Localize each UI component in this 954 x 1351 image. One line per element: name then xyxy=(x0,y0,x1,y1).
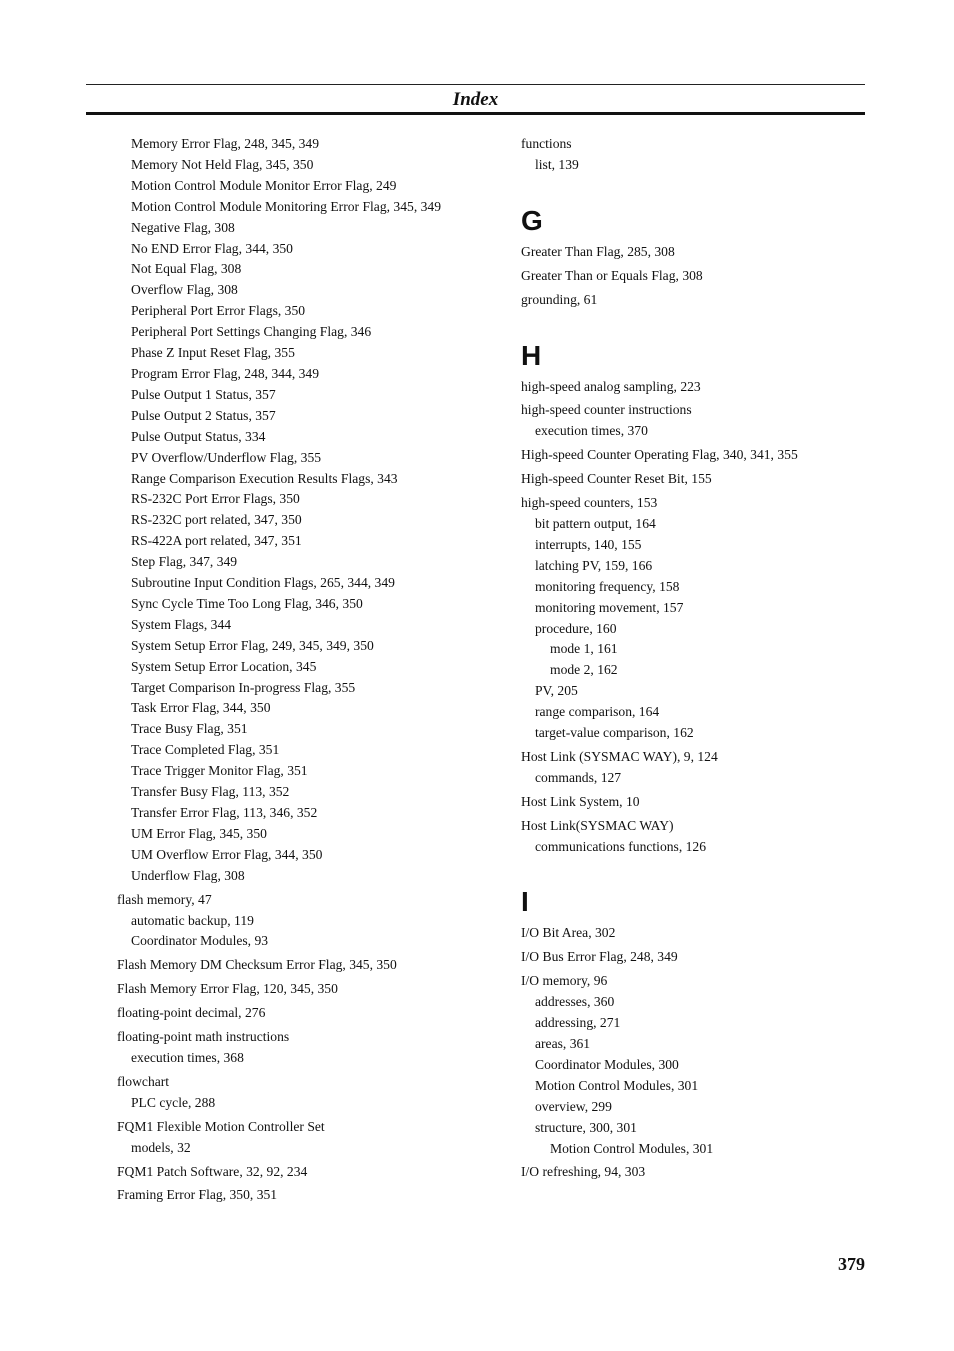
index-subentry: Not Equal Flag, 308 xyxy=(131,261,242,277)
index-subentry: Range Comparison Execution Results Flags, 343 xyxy=(131,470,398,486)
index-subentry: Coordinator Modules, 300 xyxy=(535,1056,679,1072)
index-subentry: Motion Control Modules, 301 xyxy=(550,1140,714,1156)
index-entry: high-speed analog sampling, 223 xyxy=(521,378,701,394)
index-entry: Host Link(SYSMAC WAY) xyxy=(521,817,674,833)
index-subentry: Subroutine Input Condition Flags, 265, 344, 349 xyxy=(131,575,395,591)
index-entry: Framing Error Flag, 350, 351 xyxy=(117,1187,278,1203)
index-subentry: automatic backup, 119 xyxy=(131,912,254,928)
index-subentry: Trace Trigger Monitor Flag, 351 xyxy=(131,763,308,779)
index-subentry: mode 2, 162 xyxy=(550,662,618,678)
page-header-title: Index xyxy=(452,89,499,110)
index-section-letter: G xyxy=(521,204,543,236)
index-subentry: Coordinator Modules, 93 xyxy=(131,933,269,949)
index-entry: Greater Than Flag, 285, 308 xyxy=(521,243,675,259)
index-entry: FQM1 Flexible Motion Controller Set xyxy=(117,1118,325,1134)
index-subentry: Overflow Flag, 308 xyxy=(131,282,238,298)
index-subentry: target-value comparison, 162 xyxy=(535,725,694,741)
index-subentry: addressing, 271 xyxy=(535,1015,621,1031)
index-subentry: Trace Busy Flag, 351 xyxy=(131,721,248,737)
index-entry: flowchart xyxy=(117,1073,170,1089)
index-subentry: Negative Flag, 308 xyxy=(131,219,235,235)
index-entry: Host Link System, 10 xyxy=(521,793,640,809)
index-subentry: UM Overflow Error Flag, 344, 350 xyxy=(131,846,323,862)
index-entry: High-speed Counter Operating Flag, 340, 341, 355 xyxy=(521,447,798,463)
index-section-letter: H xyxy=(521,339,542,371)
index-subentry: Transfer Busy Flag, 113, 352 xyxy=(131,784,290,800)
index-subentry: Pulse Output 1 Status, 357 xyxy=(131,386,276,402)
index-subentry: Peripheral Port Error Flags, 350 xyxy=(131,303,306,319)
index-subentry: PV Overflow/Underflow Flag, 355 xyxy=(131,449,322,465)
index-entry: Flash Memory Error Flag, 120, 345, 350 xyxy=(117,981,338,997)
index-subentry: Task Error Flag, 344, 350 xyxy=(131,700,271,716)
header-rule-bottom xyxy=(86,112,865,115)
index-subentry: PLC cycle, 288 xyxy=(131,1094,216,1110)
page-number: 379 xyxy=(838,1254,865,1274)
index-subentry: Program Error Flag, 248, 344, 349 xyxy=(131,365,320,381)
index-subentry: Transfer Error Flag, 113, 346, 352 xyxy=(131,805,318,820)
index-subentry: communications functions, 126 xyxy=(535,838,707,854)
index-entry: FQM1 Patch Software, 32, 92, 234 xyxy=(117,1163,308,1179)
index-subentry: commands, 127 xyxy=(535,769,622,785)
index-entry: high-speed counter instructions xyxy=(521,402,692,418)
index-subentry: System Flags, 344 xyxy=(131,616,232,632)
index-entry: floating-point decimal, 276 xyxy=(117,1005,266,1021)
index-column-left xyxy=(117,134,497,1206)
index-entry: Greater Than or Equals Flag, 308 xyxy=(521,267,703,283)
index-subentry: procedure, 160 xyxy=(535,620,617,636)
index-subentry: Step Flag, 347, 349 xyxy=(131,554,238,570)
index-entry: Host Link (SYSMAC WAY), 9, 124 xyxy=(521,748,718,764)
index-subentry: Pulse Output 2 Status, 357 xyxy=(131,407,276,423)
index-subentry: System Setup Error Flag, 249, 345, 349, 350 xyxy=(131,637,374,653)
index-subentry: list, 139 xyxy=(535,156,579,172)
index-subentry: Sync Cycle Time Too Long Flag, 346, 350 xyxy=(131,595,363,611)
index-subentry: monitoring movement, 157 xyxy=(535,599,684,615)
index-entry: I/O refreshing, 94, 303 xyxy=(521,1164,646,1180)
index-subentry: UM Error Flag, 345, 350 xyxy=(131,825,267,841)
index-subentry: Underflow Flag, 308 xyxy=(131,867,245,883)
index-entry: high-speed counters, 153 xyxy=(521,495,658,511)
index-subentry: Motion Control Module Monitor Error Flag, 249 xyxy=(131,177,397,193)
index-subentry: areas, 361 xyxy=(535,1036,591,1051)
index-column-right xyxy=(521,134,861,1183)
index-entry: functions xyxy=(521,136,572,151)
header-rule-top xyxy=(86,84,865,85)
index-subentry: addresses, 360 xyxy=(535,994,615,1010)
index-subentry: Motion Control Modules, 301 xyxy=(535,1077,699,1093)
index-subentry: Memory Not Held Flag, 345, 350 xyxy=(131,156,314,172)
index-subentry: Memory Error Flag, 248, 345, 349 xyxy=(131,136,320,151)
index-subentry: overview, 299 xyxy=(535,1098,612,1114)
index-entry: I/O Bit Area, 302 xyxy=(521,925,616,941)
index-entry: High-speed Counter Reset Bit, 155 xyxy=(521,471,712,487)
index-subentry: monitoring frequency, 158 xyxy=(535,578,680,594)
index-subentry: models, 32 xyxy=(131,1139,191,1155)
index-subentry: RS-232C port related, 347, 350 xyxy=(131,512,302,528)
index-subentry: execution times, 370 xyxy=(535,423,648,439)
index-subentry: No END Error Flag, 344, 350 xyxy=(131,240,293,256)
index-subentry: Trace Completed Flag, 351 xyxy=(131,742,280,758)
index-subentry: PV, 205 xyxy=(535,683,578,699)
index-subentry: interrupts, 140, 155 xyxy=(535,536,642,552)
index-subentry: RS-422A port related, 347, 351 xyxy=(131,533,302,549)
index-subentry: range comparison, 164 xyxy=(535,704,660,720)
index-entry: Flash Memory DM Checksum Error Flag, 345, 350 xyxy=(117,957,397,973)
index-subentry: mode 1, 161 xyxy=(550,641,618,657)
index-subentry: System Setup Error Location, 345 xyxy=(131,658,317,674)
index-entry: floating-point math instructions xyxy=(117,1029,290,1045)
index-entry: flash memory, 47 xyxy=(117,891,212,907)
index-subentry: Target Comparison In-progress Flag, 355 xyxy=(131,679,356,695)
index-subentry: Motion Control Module Monitoring Error Flag, 345, 349 xyxy=(131,198,442,214)
index-subentry: Phase Z Input Reset Flag, 355 xyxy=(131,345,295,361)
index-entry: I/O Bus Error Flag, 248, 349 xyxy=(521,949,678,965)
index-entry: I/O memory, 96 xyxy=(521,973,608,989)
index-subentry: RS-232C Port Error Flags, 350 xyxy=(131,491,300,507)
index-subentry: Peripheral Port Settings Changing Flag, 346 xyxy=(131,324,372,340)
index-subentry: latching PV, 159, 166 xyxy=(535,557,653,573)
index-subentry: bit pattern output, 164 xyxy=(535,515,656,531)
index-subentry: structure, 300, 301 xyxy=(535,1119,637,1135)
index-subentry: Pulse Output Status, 334 xyxy=(131,428,266,444)
index-entry: grounding, 61 xyxy=(521,291,598,307)
index-subentry: execution times, 368 xyxy=(131,1049,244,1065)
index-section-letter: I xyxy=(521,886,529,918)
